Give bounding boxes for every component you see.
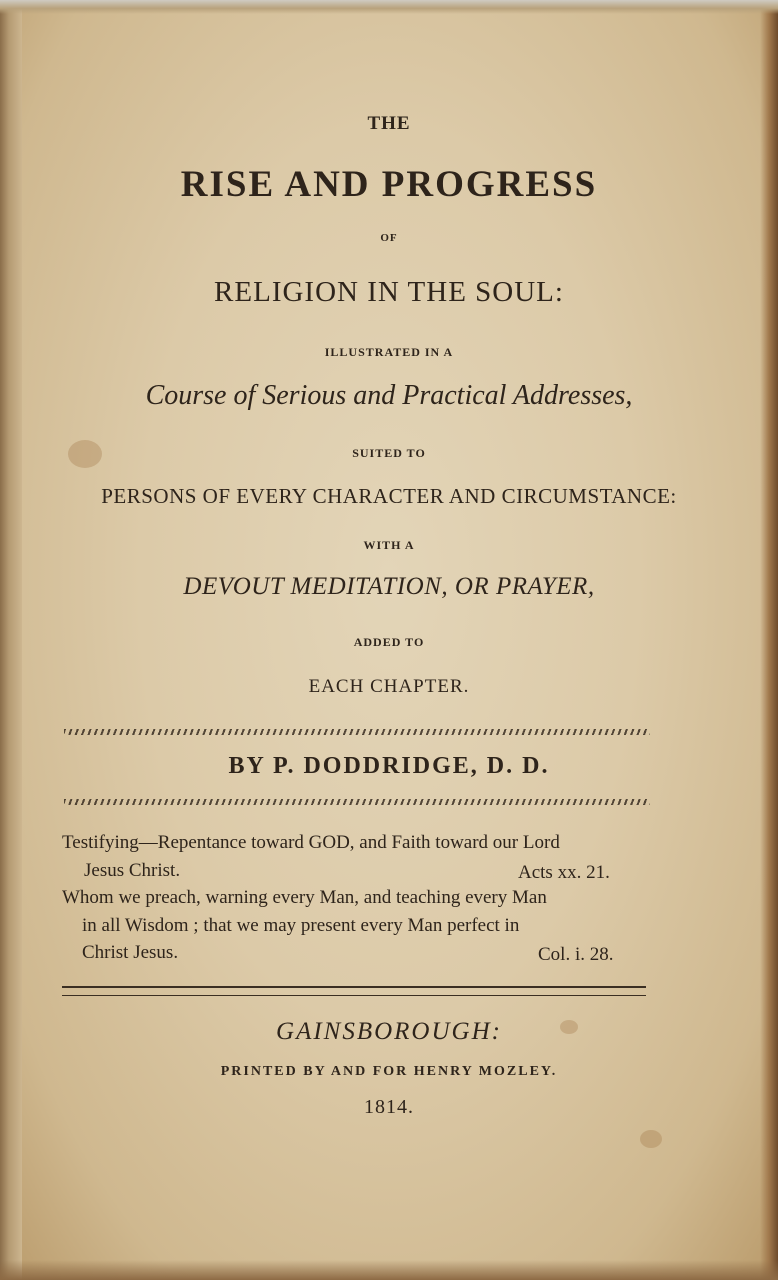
title-connector-of: OF [380,232,398,244]
decorative-rule [64,799,650,805]
epigraph-line: Jesus Christ. [84,860,181,881]
epigraph-reference: Acts xx. 21. [518,862,610,883]
epigraph-reference: Col. i. 28. [538,944,614,965]
epigraph-line: Christ Jesus. [82,942,179,963]
epigraph-line: in all Wisdom ; that we may present every Man perfect in [82,915,520,936]
imprint-place: GAINSBOROUGH: [276,1018,502,1045]
title-main: RISE AND PROGRESS [180,164,598,205]
double-rule-divider [62,986,646,996]
page-bottom-edge [0,1260,778,1280]
subtitle-course: Course of Serious and Practical Addresses, [145,380,633,411]
imprint-printer: PRINTED BY AND FOR HENRY MOZLEY. [220,1064,558,1079]
subtitle-suited: SUITED TO [352,446,426,460]
epigraph-line: Testifying—Repentance toward GOD, and Faith toward our Lord [62,832,560,853]
decorative-rule [64,729,650,735]
imprint-year: 1814. [364,1096,414,1118]
subtitle-persons: PERSONS OF EVERY CHARACTER AND CIRCUMSTANCE: [101,484,677,508]
author-line: BY P. DODDRIDGE, D. D. [228,753,550,779]
page-top-edge [0,0,778,14]
subtitle-illustrated: ILLUSTRATED IN A [324,345,454,359]
subtitle-devout: DEVOUT MEDITATION, OR PRAYER, [183,573,595,600]
foxing-stain [640,1130,662,1148]
title-article: THE [367,113,411,134]
subtitle-with: WITH A [363,538,415,552]
title-subject: RELIGION IN THE SOUL: [214,276,564,308]
subtitle-each-chapter: EACH CHAPTER. [308,676,470,697]
subtitle-added: ADDED TO [353,635,425,649]
epigraph-line: Whom we preach, warning every Man, and teaching every Man [62,887,547,908]
